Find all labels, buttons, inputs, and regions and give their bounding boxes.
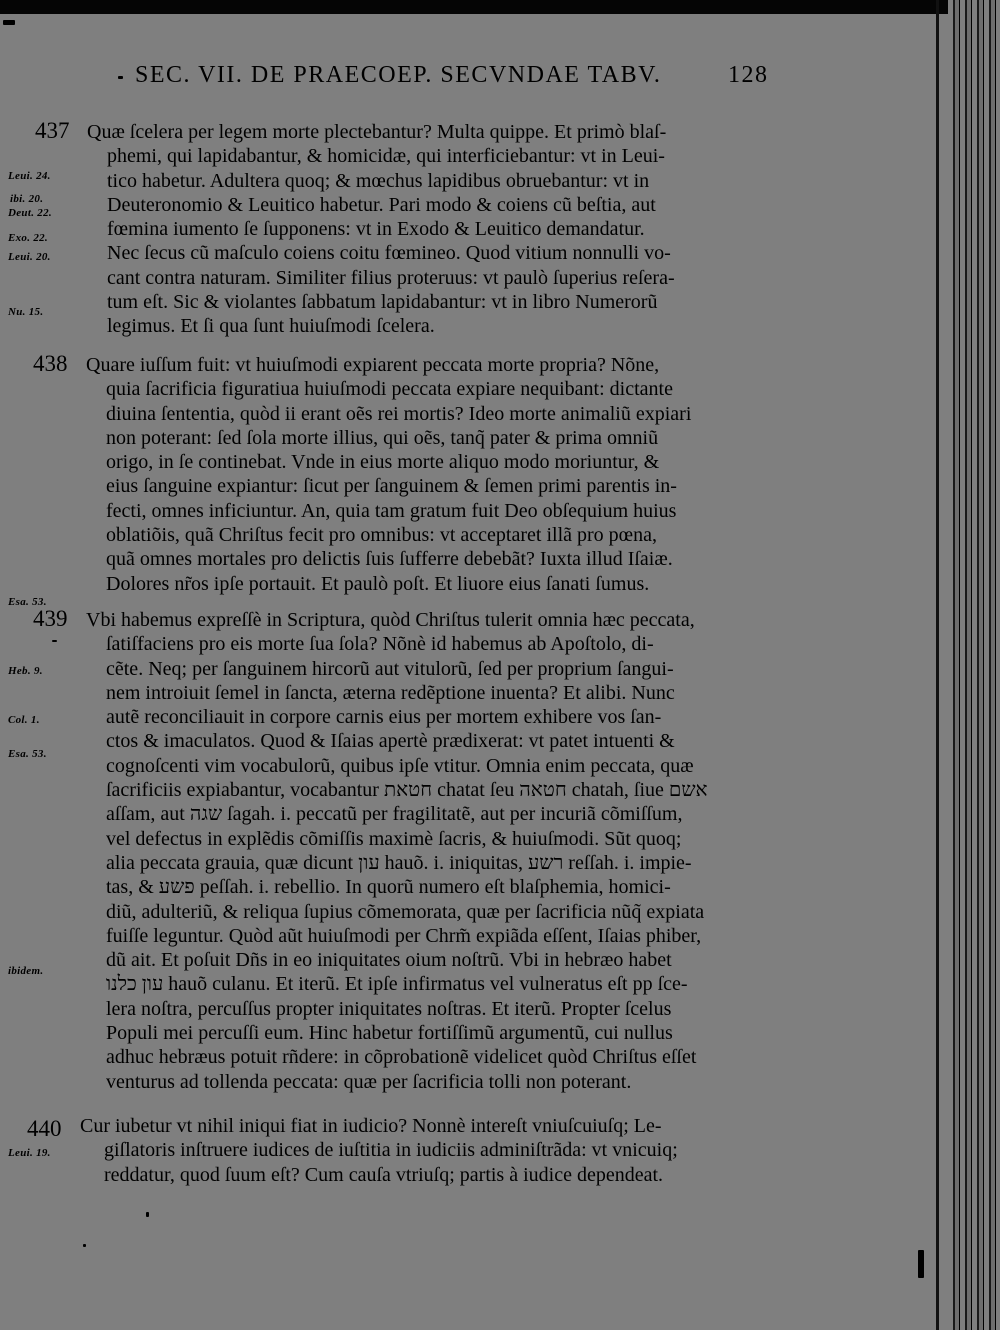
scan-speck (146, 1212, 149, 1217)
text-line: Vbi habemus expreſſè in Scriptura, quòd Chriſtus tulerit omnia hæc peccata, (86, 609, 695, 631)
text-line: autẽ reconciliauit in corpore carnis eius per mortem exhibere vos ſan- (106, 706, 662, 729)
text-line: adhuc hebræus potuit rñdere: in cõprobationẽ videlicet quòd Chriſtus eſſet (106, 1046, 697, 1069)
text-line: fuiſſe leguntur. Quòd aũt huiuſmodi per Chrm̃ expiãda eſſent, Iſaias phiber, (106, 924, 702, 947)
text-line: dũ ait. Et poſuit Dñs in eo iniquitates oium noſtrũ. Vbi in hebræo habet (106, 949, 672, 972)
margin-note: Col. 1. (8, 714, 40, 726)
page-fold-line (936, 0, 939, 1330)
text-line: oblatiõis, quã Chriſtus fecit pro omnibus: vt acceptaret illã pro pœna, (106, 524, 657, 547)
text-line: Cur iubetur vt nihil iniqui fiat in iudicio? Nonnè intereſt vniuſcuiuſq; Le- (80, 1115, 662, 1137)
scan-speck (83, 1244, 86, 1247)
scan-speck (3, 20, 15, 25)
margin-note: ibidem. (8, 965, 44, 977)
text-line: vel defectus in explẽdis cõmiſſis maximè ſacris, & huiuſmodi. Sũt quoq; (106, 827, 682, 850)
text-line: ctos & imaculatos. Quod & Iſaias apertè prædixerat: vt patet intuenti & (106, 730, 675, 753)
scan-speck (918, 1250, 924, 1278)
text-line: lera noſtra, percuſſus propter iniquitates noſtras. Et iterũ. Propter ſcelus (106, 997, 672, 1020)
text-line: Deuteronomio & Leuitico habetur. Pari modo & coiens cũ beſtia, aut (107, 193, 656, 216)
paragraph-number: 437 (35, 118, 70, 143)
text-line: eius ſanguine expiantur: ſicut per ſanguinem & ſemen primi parentis in- (106, 475, 677, 498)
text-line: diũ, adulteriũ, & reliqua ſupius cõmemorata, quæ per ſacrificia nũq̃ expiata (106, 900, 705, 923)
text-line: Populi mei percuſſi eum. Hinc habetur fortiſſimũ argumentũ, cui nullus (106, 1022, 673, 1045)
text-line: origo, in ſe continebat. Vnde in eius morte aliquo modo moriuntur, & (106, 451, 660, 474)
text-line: nem introiuit ſemel in ſancta, æterna redẽptione inuenta? Et alibi. Nunc (106, 681, 675, 704)
margin-note: Leui. 19. (8, 1147, 51, 1159)
paragraph-438 (86, 353, 691, 596)
paragraph-440 (80, 1114, 678, 1187)
text-line: Dolores nr̃os ipſe portauit. Et paulò poſt. Et liuore eius ſanati ſumus. (106, 572, 650, 595)
margin-note: ibi. 20. (10, 193, 44, 205)
text-line: עון כלנו hauõ culanu. Et iterũ. Et ipſe infirmatus vel vulneratus eſt pp ſce- (106, 973, 688, 996)
text-line: reddatur, quod ſuum eſt? Cum cauſa vtriuſq; partis à iudice dependeat. (104, 1163, 664, 1186)
text-line: diuina ſententia, quòd ii erant oẽs rei mortis? Ideo morte animaliũ expiari (106, 402, 692, 425)
adjacent-page-edge (948, 0, 1000, 1330)
text-line: aſſam, aut שגה ſagah. i. peccatũ per fragilitatẽ, aut per incuriã cõmiſſum, (106, 803, 683, 826)
paragraph-number: 438 (33, 351, 68, 376)
text-line: cẽte. Neq; per ſanguinem hircorũ aut vitulorũ, ſed per proprium ſangui- (106, 657, 674, 680)
margin-note: Leui. 24. (8, 170, 51, 182)
scan-speck (52, 640, 57, 642)
margin-note: Deut. 22. (8, 207, 52, 219)
text-line: quia ſacrificia figuratiua huiuſmodi peccata expiare nequibant: dictante (106, 378, 673, 401)
margin-note: Leui. 20. (8, 251, 51, 263)
margin-note: Heb. 9. (8, 665, 43, 677)
paragraph-439 (86, 608, 708, 1094)
folio-number: 128 (728, 62, 769, 88)
text-line: ſacrificiis expiabantur, vocabantur חטאת chatat ſeu חטאה chatah, ſiue אשם (106, 779, 708, 802)
paragraph-number: 440 (27, 1116, 62, 1141)
text-line: Nec ſecus cũ maſculo coiens coitu fœmineo. Quod vitium nonnulli vo- (107, 242, 671, 265)
text-line: tum eſt. Sic & violantes ſabbatum lapidabantur: vt in libro Numerorũ (107, 291, 658, 314)
text-line: legimus. Et ſi qua ſunt huiuſmodi ſcelera. (107, 315, 435, 338)
text-line: ſatiſfaciens pro eis morte ſua ſola? Nõnè id habemus ab Apoſtolo, di- (106, 633, 654, 656)
text-line: cognoſcenti vim vocabulorũ, quibus ipſe vtitur. Omnia enim peccata, quæ (106, 754, 694, 777)
paragraph-437 (87, 120, 675, 339)
top-scan-band (0, 0, 1000, 14)
margin-note: Esa. 53. (8, 748, 47, 760)
text-line: venturus ad tollenda peccata: quæ per ſacrificia tolli non poterant. (106, 1070, 632, 1093)
text-line: alia peccata grauia, quæ dicunt עון hauõ. i. iniquitas, רשע reſſah. i. impie- (106, 851, 692, 874)
text-line: Quæ ſcelera per legem morte plectebantur? Multa quippe. Et primò blaſ- (87, 121, 667, 143)
text-line: fecti, omnes inficiuntur. An, quia tam gratum fuit Deo obſequium huius (106, 499, 677, 522)
text-line: quã omnes mortales pro delictis ſuis ſufferre debebãt? Iuxta illud Iſaiæ. (106, 548, 673, 571)
text-line: giſlatoris inſtruere iudices de iuſtitia in iudiciis adminiſtrãda: vt vnicuiq; (104, 1139, 678, 1162)
running-header (135, 62, 835, 89)
running-title: SEC. VII. DE PRAECOEP. SECVNDAE TABV. (135, 62, 662, 88)
text-line: phemi, qui lapidabantur, & homicidæ, qui interficiebantur: vt in Leui- (107, 145, 665, 168)
text-line: tas, & פשע peſſah. i. rebellio. In quorũ numero eſt blaſphemia, homici- (106, 876, 671, 899)
text-line: non poterant: ſed ſola morte illius, qui oẽs, tanq̃ pater & prima omniũ (106, 426, 659, 449)
text-line: cant contra naturam. Similiter filius proteruus: vt paulò ſuperius reſera- (107, 266, 675, 289)
text-line: fœmina iumento ſe ſupponens: vt in Exodo & Leuitico demandatur. (107, 218, 645, 241)
paragraph-number: 439 (33, 606, 68, 631)
text-line: Quare iuſſum fuit: vt huiuſmodi expiarent peccata morte propria? Nõne, (86, 354, 660, 376)
text-line: tico habetur. Adultera quoq; & mœchus lapidibus obruebantur: vt in (107, 169, 650, 192)
scan-speck (118, 76, 123, 79)
margin-note: Esa. 53. (8, 596, 47, 608)
margin-note: Exo. 22. (8, 232, 48, 244)
margin-note: Nu. 15. (8, 306, 44, 318)
